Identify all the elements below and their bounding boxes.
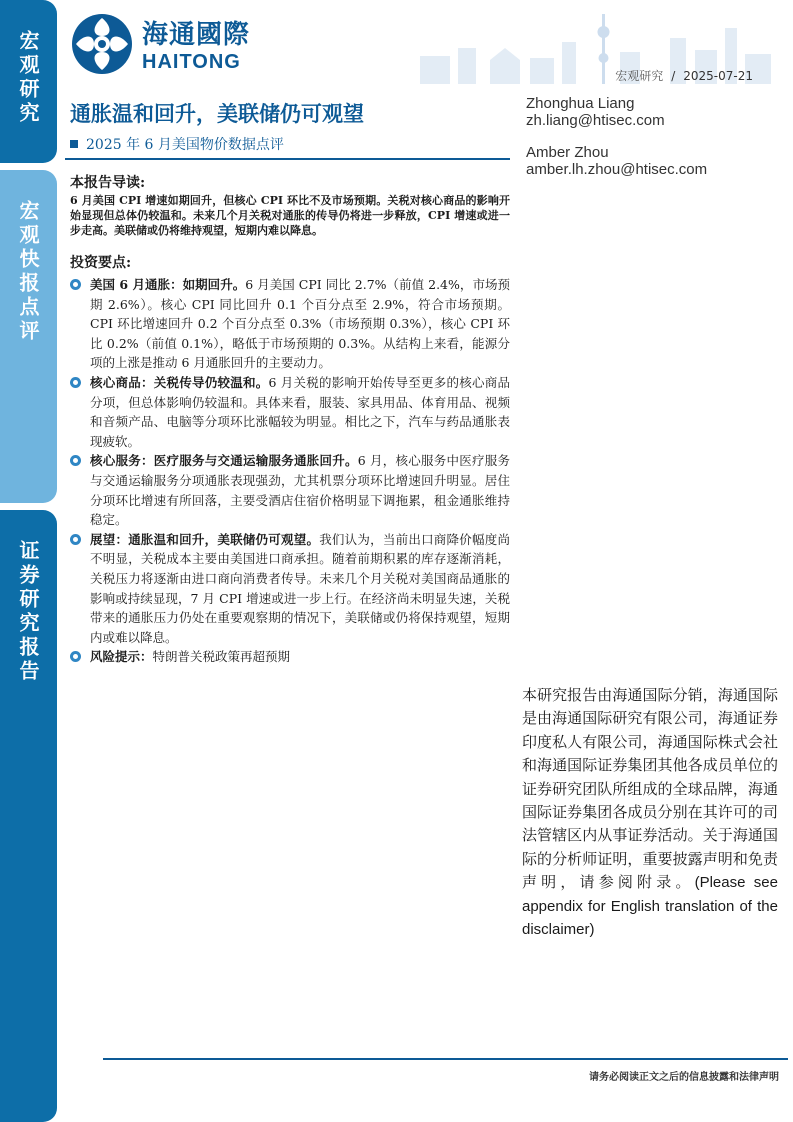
author-1 [526, 95, 707, 130]
key-point-text: 特朗普关税政策再超预期 [152, 649, 291, 665]
disclaimer-cn: 本研究报告由海通国际分销，海通国际是由海通国际研究有限公司，海通证券印度私人有限公司，海通国际株式会社和海通国际证券集团其他各成员单位的证券研究团队所组成的全球品牌，海通国际证券集团各成员分别在其许可的司法管辖区内从事证券活动。关于海通国际的分析师证明，重要披露声明和免责声明，请参阅附录。 [522, 686, 778, 892]
author-email[interactable]: amber.lh.zhou@htisec.com [526, 161, 708, 178]
logo-wordmark-en: HAITONG [142, 51, 241, 73]
circle-bullet-icon [70, 279, 81, 290]
report-category: 宏观研究 [615, 69, 664, 83]
disclaimer-box [522, 684, 778, 941]
haitong-logo-icon [70, 12, 134, 76]
sidebar-label: 宏观研究 [16, 30, 40, 126]
key-point-text: 6 月关税的影响开始传导至更多的核心商品分项，但总体影响仍较温和。具体来看，服装、家具用品、体育用品、视频和音频产品、电脑等分项环比涨幅较为明显。相比之下，汽车与药品通胀表现疲软。 [90, 374, 510, 449]
key-points-heading: 投资要点: [70, 255, 132, 271]
key-point-lead: 展望：通胀温和回升，美联储仍可观望。 [90, 531, 320, 547]
key-point-lead: 风险提示： [90, 649, 153, 665]
key-point-lead: 美国 6 月通胀：如期回升。 [90, 277, 246, 292]
footer-note: 请务必阅读正文之后的信息披露和法律声明 [589, 1072, 779, 1083]
sidebar-label: 宏观快报点评 [16, 200, 40, 344]
author-2 [526, 144, 707, 179]
key-point-text: 6 月美国 CPI 同比 2.7%（前值 2.4%，市场预期 2.6%）。核心 CPI 同比回升 0.1 个百分点至 2.9%，符合市场预期。CPI 环比增速回升 0.2 个百分点至 0.3%（市场预期 0.3%），核心 CPI 环比 0.2%（前值 0.1%），略低于市场预期的 0.3%。从结构上来看，能源分项的上涨是推动 6 月通胀回升的主要动力。 [90, 277, 511, 371]
key-points-list [70, 275, 510, 667]
author-email[interactable]: zh.liang@htisec.com [526, 112, 665, 129]
title-divider [65, 158, 510, 160]
report-subtitle [70, 134, 284, 154]
report-subtitle-text: 2025 年 6 月美国物价数据点评 [86, 137, 284, 153]
key-point-text: 6 月，核心服务中医疗服务与交通运输服务分项通胀表现强劲，尤其机票分项环比增速回升明显。居住分项环比增速有所回落，主要受酒店住宿价格明显下调拖累，租金通胀维持稳定。 [90, 453, 510, 528]
header-meta [615, 67, 753, 84]
header-separator: / [671, 69, 676, 83]
guide-heading: 本报告导读: [70, 175, 146, 191]
circle-bullet-icon [70, 377, 81, 388]
sidebar-section-macro-flash [0, 170, 57, 503]
key-point-text: 我们认为，当前出口商降价幅度尚不明显，关税成本主要由美国进口商承担。随着前期积累的库存逐渐消耗，关税压力将逐渐由进口商向消费者传导。未来几个月关税对美国商品通胀的影响或持续显现，7 月 CPI 增速或进一步上行。在经济尚未明显失速，关税带来的通胀压力仍处在重要观察期的情况下，美联储或仍将保持观望，短期内或难以降息。 [90, 531, 510, 645]
key-point [70, 373, 510, 451]
author-name: Zhonghua Liang [526, 95, 635, 112]
sidebar-section-macro-research [0, 0, 57, 163]
logo-wordmark-cn: 海通國際 [142, 20, 251, 50]
sidebar-section-securities-report [0, 510, 57, 1122]
key-point [70, 275, 510, 373]
key-point [70, 647, 510, 667]
key-point-lead: 核心服务：医疗服务与交通运输服务通胀回升。 [90, 453, 358, 469]
haitong-logo [70, 12, 250, 76]
circle-bullet-icon [70, 651, 81, 662]
report-date: 2025-07-21 [683, 69, 753, 83]
circle-bullet-icon [70, 455, 81, 466]
key-point [70, 451, 510, 529]
guide-summary: 6 月美国 CPI 增速如期回升，但核心 CPI 环比不及市场预期。关税对核心商品的影响开始显现但总体仍较温和。未来几个月关税对通胀的传导仍将进一步释放，CPI 增速或进一步走高。美联储或仍将维持观望，短期内难以降息。 [70, 194, 510, 237]
sidebar-label: 证券研究报告 [16, 540, 40, 684]
author-list [526, 95, 707, 193]
circle-bullet-icon [70, 534, 81, 545]
author-name: Amber Zhou [526, 144, 609, 161]
square-bullet-icon [70, 140, 78, 148]
sidebar [0, 0, 57, 1122]
report-title: 通胀温和回升，美联储仍可观望 [70, 102, 364, 126]
disclaimer-en: (Please see appendix for English translation of the disclaimer) [522, 874, 778, 939]
footer-divider [103, 1058, 788, 1060]
key-point-lead: 核心商品：关税传导仍较温和。 [90, 374, 269, 390]
key-point [70, 530, 510, 648]
